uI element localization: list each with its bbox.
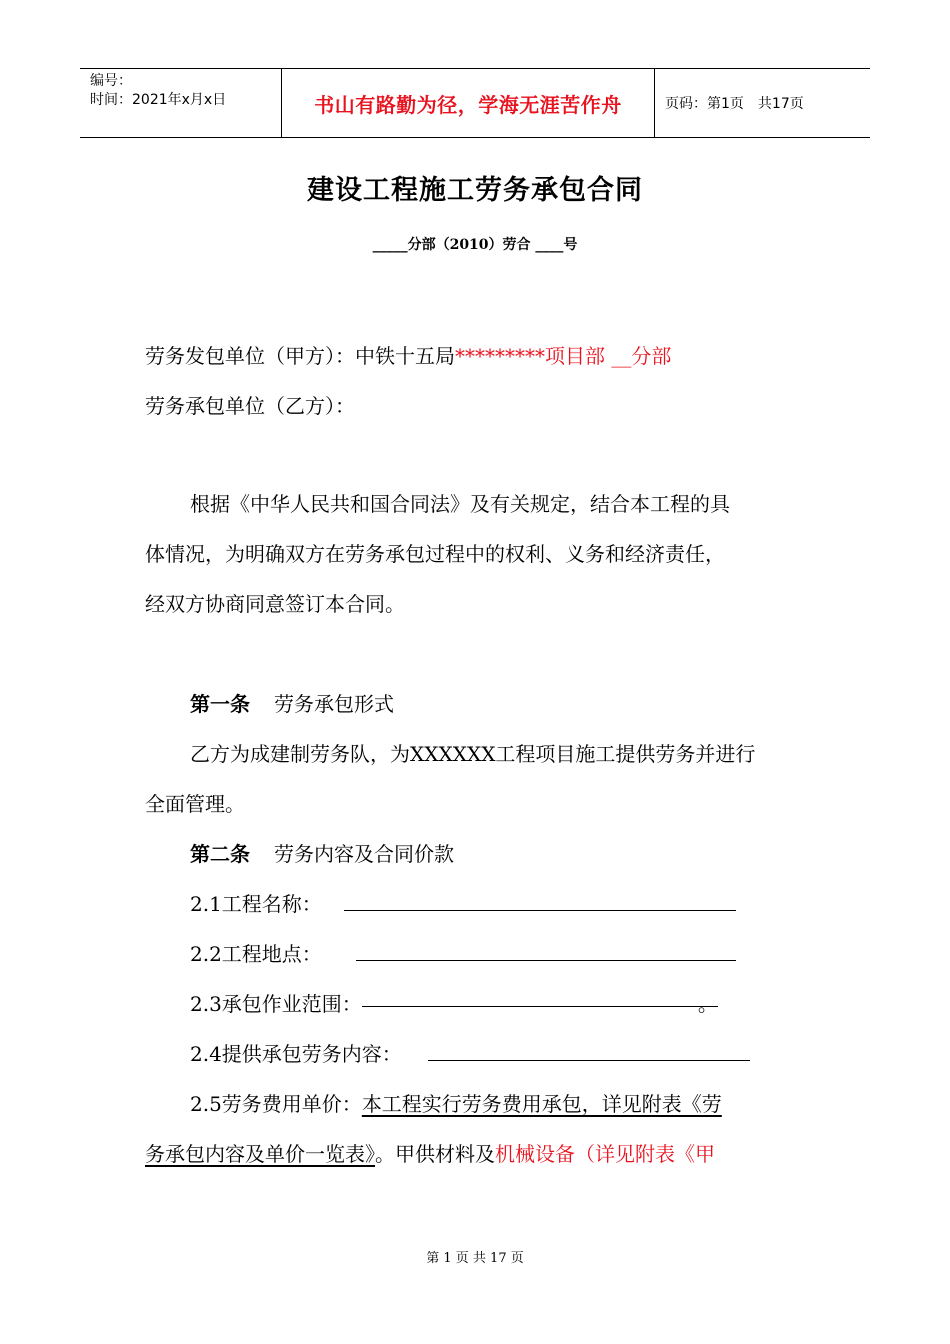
article-1-heading: 第一条: [190, 692, 250, 716]
item-2-1-blank: [344, 892, 736, 911]
item-2-5-text: 。甲供材料及: [375, 1142, 495, 1166]
item-2-1-line: [190, 888, 736, 917]
header-meta-cell: [80, 69, 282, 137]
item-2-5-red-text: 机械设备（详见附表《甲: [495, 1142, 715, 1166]
item-2-1-label: 2.1工程名称：: [190, 892, 322, 916]
preamble-line-1: 根据《中华人民共和国合同法》及有关规定，结合本工程的具: [190, 492, 730, 516]
item-2-4-label: 2.4提供承包劳务内容：: [190, 1042, 402, 1066]
article-1-line-2: 全面管理。: [145, 792, 245, 816]
page-footer: 第 1 页 共 17 页: [426, 1251, 524, 1266]
item-2-2-line: [190, 938, 736, 967]
item-2-5-line-2: [145, 1138, 715, 1167]
item-2-3-blank: [362, 988, 718, 1016]
item-2-2-label: 2.2工程地点：: [190, 942, 322, 966]
item-2-3-end: 。: [697, 992, 718, 1016]
item-2-5-label: 2.5劳务费用单价：: [190, 1092, 362, 1116]
contract-number: [0, 234, 950, 254]
preamble-line-3: 经双方协商同意签订本合同。: [145, 592, 405, 616]
party-a-line: [145, 340, 671, 369]
party-b-line: 劳务承包单位（乙方）：: [145, 394, 355, 418]
item-2-5-underlined-2: 务承包内容及单价一览表》: [145, 1142, 375, 1166]
contract-number-text-1: 分部（2010）劳合: [407, 237, 536, 253]
item-2-2-blank: [356, 942, 736, 961]
header-page-info: 页码：第1页 共17页: [665, 96, 804, 112]
contract-number-blank-1: _____: [372, 237, 408, 253]
item-2-3-label: 2.3承包作业范围：: [190, 992, 362, 1016]
party-a-red-text: *********项目部 __分部: [455, 344, 672, 368]
item-2-4-blank: [428, 1042, 750, 1061]
article-2-title: 劳务内容及合同价款: [274, 842, 454, 866]
article-1-heading-line: [190, 688, 394, 717]
document-title: 建设工程施工劳务承包合同: [307, 175, 643, 206]
contract-number-text-2: 号: [563, 237, 578, 253]
number-label: 编号：: [90, 73, 132, 89]
item-2-5-line-1: [190, 1088, 722, 1117]
contract-number-blank-2: ____: [535, 237, 564, 253]
header-motto: 书山有路勤为径，学海无涯苦作舟: [282, 69, 655, 137]
party-a-label: 劳务发包单位（甲方）：中铁十五局: [145, 344, 455, 368]
item-2-5-underlined-1: 本工程实行劳务费用承包，详见附表《劳: [361, 1092, 722, 1116]
preamble-line-2: 体情况，为明确双方在劳务承包过程中的权利、义务和经济责任，: [145, 542, 725, 566]
article-1-title: 劳务承包形式: [274, 692, 394, 716]
article-2-heading-line: [190, 838, 454, 867]
article-2-heading: 第二条: [190, 842, 250, 866]
header-table: [80, 68, 870, 138]
article-1-line-1: 乙方为成建制劳务队，为XXXXXX工程项目施工提供劳务并进行: [190, 742, 756, 766]
item-2-3-line: [190, 988, 718, 1017]
item-2-4-line: [190, 1038, 750, 1067]
time-label: 时间：2021年x月x日: [90, 92, 227, 108]
